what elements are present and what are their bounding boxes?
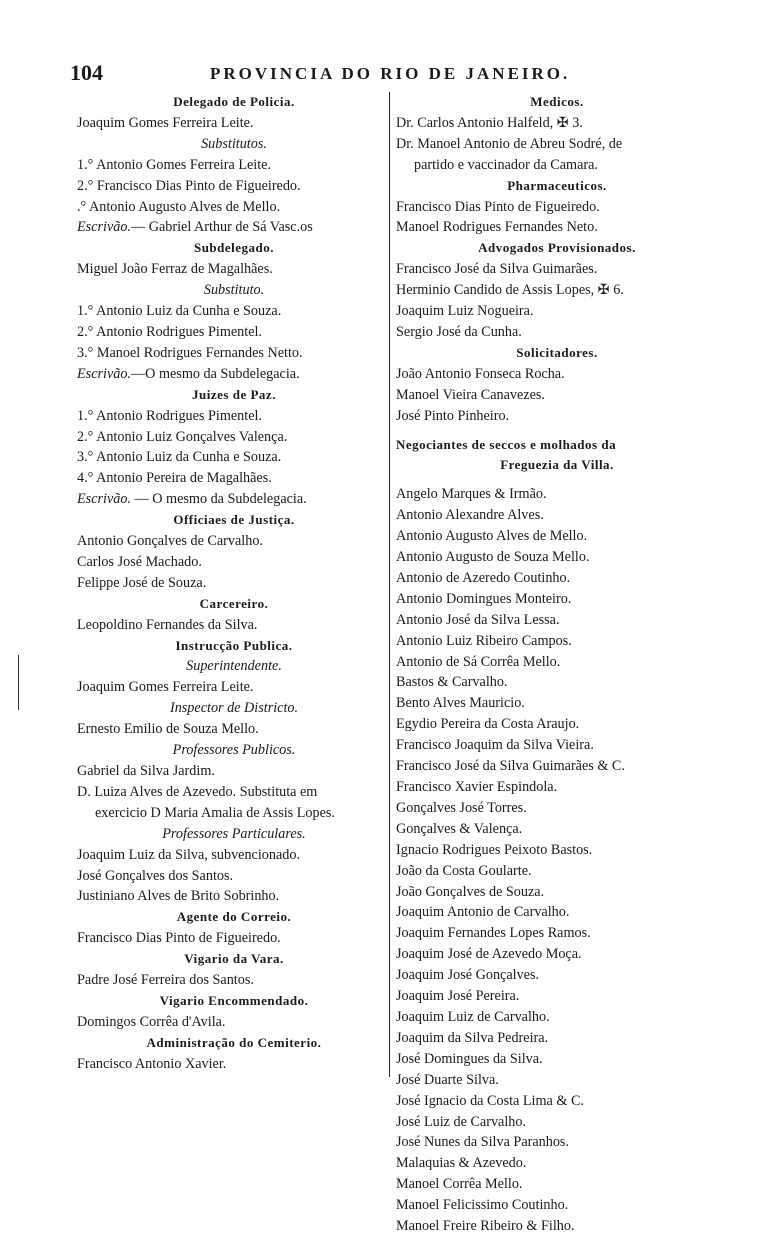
entry: Joaquim José Gonçalves.: [396, 967, 540, 984]
subsection-heading: Substitutos.: [201, 135, 267, 152]
entry: Dr. Manoel Antonio de Abreu Sodré, de: [396, 135, 623, 152]
entry: Antonio Luiz Ribeiro Campos.: [396, 632, 572, 649]
entry: .° Antonio Augusto Alves de Mello.: [77, 198, 281, 215]
entry: José Luiz de Carvalho.: [396, 1113, 527, 1130]
entry-text: —O mesmo da Subdelegacia.: [130, 365, 300, 382]
entry: José Ignacio da Costa Lima & C.: [396, 1092, 584, 1109]
section-heading: Subdelegado.: [193, 240, 275, 256]
page-number: 104: [70, 60, 103, 85]
entry: Joaquim José de Azevedo Moça.: [396, 946, 582, 963]
section-heading: Solicitadores.: [516, 344, 598, 360]
entry: João da Costa Goularte.: [396, 862, 532, 879]
entry: Francisco Antonio Xavier.: [77, 1055, 227, 1072]
entry: 4.° Antonio Pereira de Magalhães.: [77, 470, 272, 487]
entry: Ernesto Emilio de Souza Mello.: [77, 721, 259, 738]
subsection-heading: Substituto.: [203, 282, 265, 299]
entry: Antonio Alexandre Alves.: [396, 507, 544, 524]
clerk-entry: [77, 364, 391, 385]
running-title: PROVINCIA DO RIO DE JANEIRO.: [210, 64, 571, 83]
entry: Joaquim Fernandes Lopes Ramos.: [396, 925, 591, 942]
entry: Joaquim José Pereira.: [396, 988, 520, 1005]
left-column: [77, 92, 391, 1075]
subsection-heading: Inspector de Districto.: [169, 700, 299, 717]
section-heading: Agente do Correio.: [176, 909, 292, 925]
entry: Dr. Carlos Antonio Halfeld, ✠ 3.: [396, 114, 583, 131]
entry: José Nunes da Silva Paranhos.: [396, 1134, 569, 1151]
entry: Joaquim Gomes Ferreira Leite.: [77, 114, 254, 131]
entry: Bento Alves Mauricio.: [396, 695, 525, 712]
entry: Miguel João Ferraz de Magalhães.: [77, 261, 273, 278]
entry: 2.° Francisco Dias Pinto de Figueiredo.: [77, 177, 301, 194]
section-heading: Administração do Cemiterio.: [146, 1034, 322, 1050]
section-heading: Freguezia da Villa.: [500, 457, 614, 473]
section-heading: Vigario Encommendado.: [159, 992, 309, 1008]
entry: Francisco Dias Pinto de Figueiredo.: [77, 930, 281, 947]
entry: Angelo Marques & Irmão.: [396, 486, 547, 503]
entry: José Domingues da Silva.: [396, 1050, 543, 1067]
spacer: [396, 476, 718, 484]
entry: Francisco Xavier Espindola.: [396, 779, 558, 795]
entry: Antonio Augusto de Souza Mello.: [396, 549, 590, 566]
entry: Egydio Pereira da Costa Araujo.: [396, 716, 580, 733]
margin-mark: [18, 655, 19, 710]
subsection-heading: Professores Particulares.: [162, 825, 306, 842]
entry: Gabriel da Silva Jardim.: [77, 763, 215, 779]
entry: Manoel Felicissimo Coutinho.: [396, 1197, 569, 1214]
entry: 1.° Antonio Rodrigues Pimentel.: [77, 407, 262, 424]
entry: Manoel Corrêa Mello.: [396, 1176, 523, 1193]
page-header: [70, 60, 720, 86]
entry: Joaquim Luiz da Silva, subvencionado.: [77, 846, 301, 863]
entry: Manoel Rodrigues Fernandes Neto.: [396, 219, 598, 236]
entry: Joaquim Gomes Ferreira Leite.: [77, 679, 254, 696]
entry: José Gonçalves dos Santos.: [77, 867, 234, 884]
entry: Joaquim Luiz de Carvalho.: [396, 1008, 550, 1025]
entry-continuation: partido e vaccinador da Camara.: [414, 156, 598, 173]
section-heading: Delegado de Policia.: [173, 94, 295, 109]
entry: 1.° Antonio Gomes Ferreira Leite.: [77, 156, 272, 173]
section-heading: Advogados Provisionados.: [478, 240, 636, 256]
entry: Herminio Candido de Assis Lopes, ✠ 6.: [396, 282, 624, 299]
entry: João Gonçalves de Souza.: [396, 883, 545, 900]
entry: Malaquias & Azevedo.: [396, 1155, 527, 1172]
entry: Joaquim da Silva Pedreira.: [396, 1029, 549, 1046]
entry: Antonio de Azeredo Coutinho.: [396, 569, 571, 586]
column-divider: [389, 92, 390, 1077]
clerk-entry: [77, 217, 391, 238]
subsection-heading: Professores Publicos.: [172, 742, 296, 759]
entry-text: — Gabriel Arthur de Sá Vasc.os: [130, 219, 313, 236]
entry: José Pinto Pinheiro.: [396, 407, 510, 424]
entry: Antonio Augusto Alves de Mello.: [396, 528, 588, 545]
entry: Felippe José de Souza.: [77, 574, 207, 591]
entry: Ignacio Rodrigues Peixoto Bastos.: [396, 841, 593, 858]
entry: Antonio Gonçalves de Carvalho.: [77, 533, 263, 550]
entry: Antonio José da Silva Lessa.: [396, 611, 560, 628]
entry: Carlos José Machado.: [77, 553, 202, 570]
entry: Francisco José da Silva Guimarães & C.: [396, 758, 625, 775]
entry: Manoel Vieira Canavezes.: [396, 386, 545, 403]
entry-continuation: exercicio D Maria Amalia de Assis Lopes.: [95, 804, 335, 821]
section-heading: Carcereiro.: [199, 595, 269, 611]
entry: Bastos & Carvalho.: [396, 674, 508, 691]
entry: 2.° Antonio Luiz Gonçalves Valença.: [77, 428, 288, 445]
clerk-entry: [77, 489, 391, 510]
entry-label: Escrivão.: [77, 219, 131, 236]
section-heading: Pharmaceuticos.: [507, 177, 607, 193]
entry: Leopoldino Fernandes da Silva.: [77, 616, 258, 633]
spacer: [396, 427, 718, 435]
section-heading: Negociantes de seccos e molhados da: [396, 436, 617, 452]
entry: 2.° Antonio Rodrigues Pimentel.: [77, 323, 262, 340]
section-heading: Medicos.: [530, 94, 584, 109]
entry: Gonçalves José Torres.: [396, 799, 527, 816]
right-column: [396, 92, 718, 1237]
entry: Francisco José da Silva Guimarães.: [396, 261, 598, 278]
entry: Francisco Joaquim da Silva Vieira.: [396, 737, 594, 754]
entry-label: Escrivão.: [77, 491, 131, 508]
section-heading: Juizes de Paz.: [192, 386, 276, 402]
entry: João Antonio Fonseca Rocha.: [396, 365, 565, 382]
entry: Domingos Corrêa d'Avila.: [77, 1013, 226, 1030]
entry: José Duarte Silva.: [396, 1071, 499, 1088]
section-heading: Officiaes de Justiça.: [173, 512, 295, 528]
entry: Antonio de Sá Corrêa Mello.: [396, 653, 561, 670]
entry: 3.° Manoel Rodrigues Fernandes Netto.: [77, 344, 303, 361]
entry: D. Luiza Alves de Azevedo. Substituta em: [77, 783, 318, 800]
entry: Antonio Domingues Monteiro.: [396, 590, 572, 607]
entry: 3.° Antonio Luiz da Cunha e Souza.: [77, 449, 282, 466]
entry: Sergio José da Cunha.: [396, 323, 522, 340]
section-heading: Instrucção Publica.: [175, 637, 293, 653]
entry: Joaquim Antonio de Carvalho.: [396, 904, 570, 921]
entry: Padre José Ferreira dos Santos.: [77, 972, 254, 989]
section-heading: Vigario da Vara.: [184, 951, 284, 967]
entry: Manoel Freire Ribeiro & Filho.: [396, 1218, 575, 1235]
entry: Justiniano Alves de Brito Sobrinho.: [77, 888, 280, 905]
entry-label: Escrivão.: [77, 365, 131, 382]
entry-text: — O mesmo da Subdelegacia.: [130, 491, 307, 508]
entry: 1.° Antonio Luiz da Cunha e Souza.: [77, 303, 282, 320]
entry: Gonçalves & Valença.: [396, 820, 523, 837]
subsection-heading: Superintendente.: [186, 658, 282, 675]
entry: Joaquim Luiz Nogueira.: [396, 303, 534, 320]
entry: Francisco Dias Pinto de Figueiredo.: [396, 198, 600, 215]
